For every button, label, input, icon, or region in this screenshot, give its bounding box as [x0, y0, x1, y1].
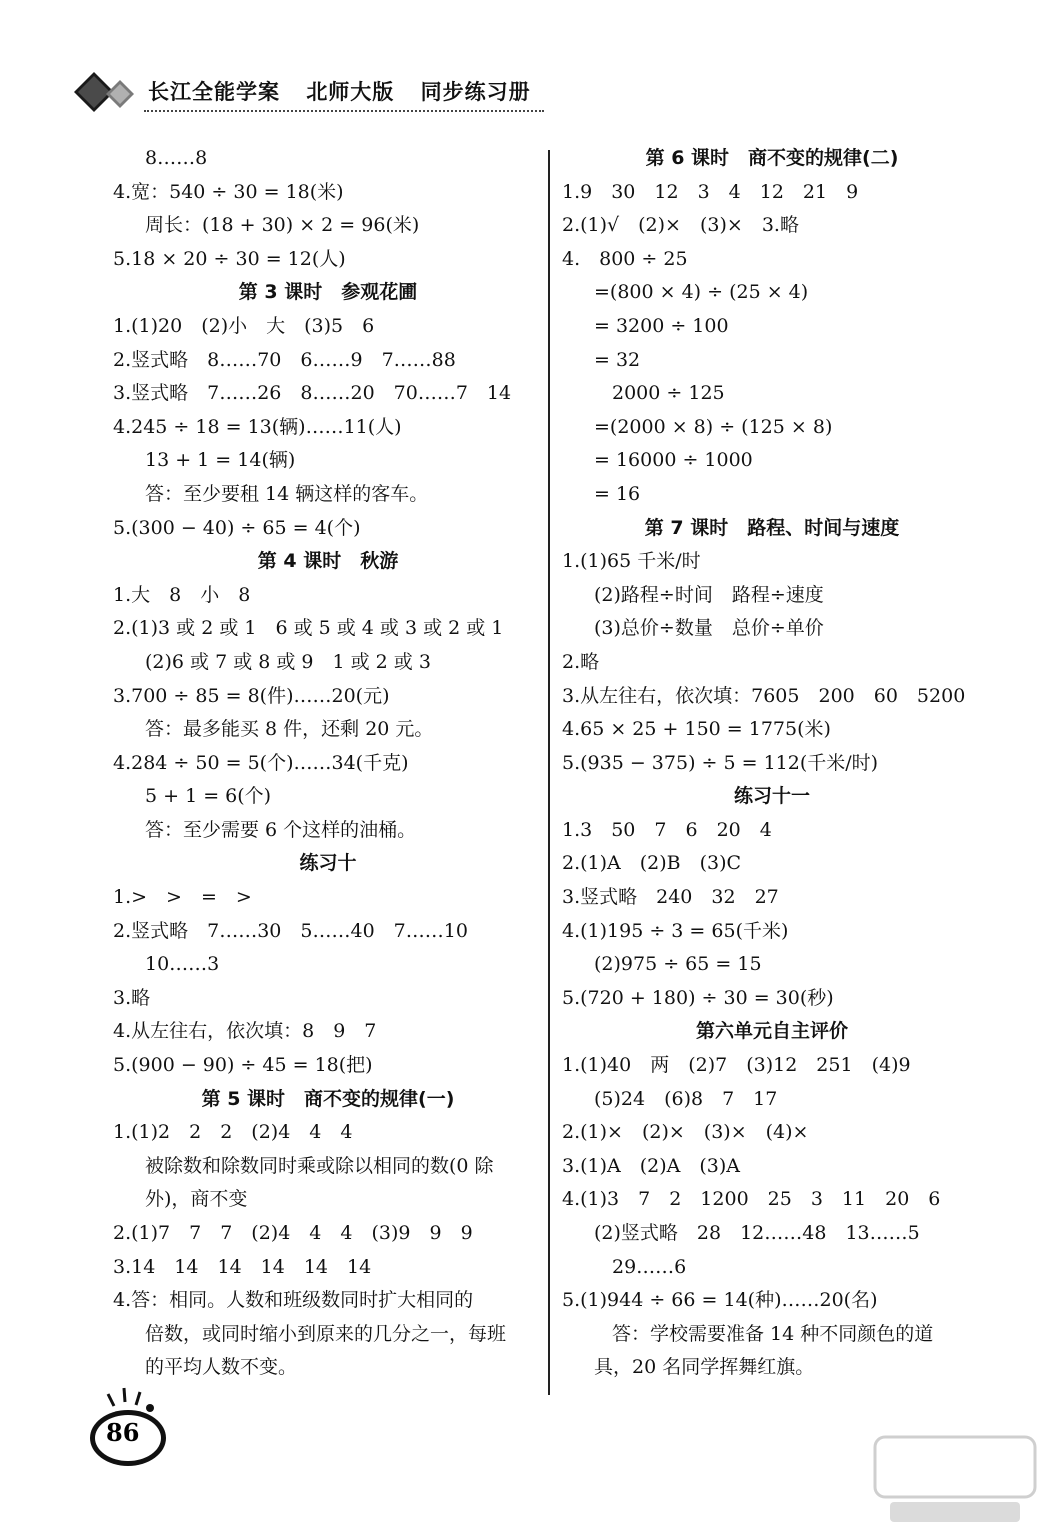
right-answer-line: 29……6: [612, 1255, 687, 1278]
right-answer-line: = 3200 ÷ 100: [594, 314, 729, 337]
left-answer-line: 的平均人数不变。: [145, 1356, 298, 1379]
right-answer-line: =(2000 × 8) ÷ (125 × 8): [594, 415, 833, 438]
page-header: [72, 62, 542, 122]
left-answer-line: 3.竖式略 7……26 8……20 70……7 14: [113, 382, 512, 405]
left-answer-line: 周长：(18 + 30) × 2 = 96(米): [145, 214, 420, 237]
left-answer-line: 答：至少要租 14 辆这样的客车。: [145, 482, 429, 505]
left-answer-line: 5.18 × 20 ÷ 30 = 12(人): [113, 247, 346, 270]
left-answer-line: 答：最多能买 8 件，还剩 20 元。: [145, 718, 434, 741]
left-answer-line: 4.从左往右，依次填：8 9 7: [113, 1020, 377, 1043]
right-answer-line: 具，20 名同学挥舞红旗。: [594, 1356, 815, 1379]
left-section-heading: 第 5 课时 商不变的规律(一): [201, 1087, 455, 1110]
right-section-heading: 第 6 课时 商不变的规律(二): [645, 147, 899, 169]
page-number-badge: [88, 1380, 178, 1470]
left-answer-line: 4.245 ÷ 18 = 13(辆)……11(人): [113, 415, 402, 438]
answer-column-right: [562, 142, 982, 1385]
right-answer-line: 2.(1)× (2)× (3)× (4)×: [562, 1121, 809, 1144]
right-answer-line: 5.(1)944 ÷ 66 = 14(种)……20(名): [562, 1289, 878, 1312]
right-answer-line: =(800 × 4) ÷ (25 × 4): [594, 281, 809, 304]
right-answer-line: 1.(1)40 两 (2)7 (3)12 251 (4)9: [562, 1054, 911, 1077]
right-answer-line: 5.(935 − 375) ÷ 5 = 112(千米/时): [562, 751, 879, 774]
left-answer-line: (2)6 或 7 或 8 或 9 1 或 2 或 3: [145, 650, 431, 673]
left-answer-line: 被除数和除数同时乘或除以相同的数(0 除: [145, 1154, 494, 1177]
right-section-heading: 第 7 课时 路程、时间与速度: [644, 516, 900, 539]
diamond-logo-icon: [72, 70, 142, 114]
answer-column-left: [113, 142, 543, 1385]
header-title: [148, 76, 549, 106]
right-answer-line: (2)路程÷时间 路程÷速度: [594, 583, 824, 606]
left-answer-line: 4.宽：540 ÷ 30 = 18(米): [113, 180, 344, 203]
left-answer-line: 1.> > = >: [113, 886, 252, 909]
left-answer-line: 倍数，或同时缩小到原来的几分之一，每班: [145, 1322, 507, 1345]
right-answer-line: 1.(1)65 千米/时: [562, 550, 701, 573]
header-rule: [144, 110, 544, 112]
book-title: 长江全能学案: [148, 80, 280, 104]
left-answer-line: 5.(300 − 40) ÷ 65 = 4(个): [113, 516, 361, 539]
right-answer-line: = 32: [594, 348, 641, 371]
right-answer-line: 答：学校需要准备 14 种不同颜色的道: [612, 1322, 934, 1345]
right-answer-line: 1.3 50 7 6 20 4: [562, 818, 772, 841]
right-answer-line: 3.竖式略 240 32 27: [562, 886, 779, 909]
left-answer-line: 1.大 8 小 8: [113, 583, 251, 606]
right-answer-line: 1.9 30 12 3 4 12 21 9: [562, 180, 859, 203]
right-answer-line: 3.(1)A (2)A (3)A: [562, 1154, 741, 1177]
left-answer-line: 1.(1)2 2 2 (2)4 4 4: [113, 1121, 353, 1144]
left-answer-line: 外)，商不变: [145, 1188, 248, 1211]
left-answer-line: 8……8: [145, 147, 208, 169]
left-answer-line: 3.略: [113, 986, 151, 1009]
right-answer-line: (2)975 ÷ 65 = 15: [594, 953, 762, 976]
right-answer-line: (5)24 (6)8 7 17: [594, 1087, 778, 1110]
right-answer-line: 5.(720 + 180) ÷ 30 = 30(秒): [562, 986, 834, 1009]
left-answer-line: 2.(1)7 7 7 (2)4 4 4 (3)9 9 9: [113, 1222, 473, 1244]
right-answer-line: = 16000 ÷ 1000: [594, 449, 753, 472]
column-divider: [548, 150, 550, 1395]
left-section-heading: 第 3 课时 参观花圃: [238, 281, 418, 304]
left-answer-line: 1.(1)20 (2)小 大 (3)5 6: [113, 314, 375, 337]
left-answer-line: 2.竖式略 7……30 5……40 7……10: [113, 919, 468, 942]
left-answer-line: 4.284 ÷ 50 = 5(个)……34(千克): [113, 751, 409, 774]
left-answer-line: 3.14 14 14 14 14 14: [113, 1255, 372, 1278]
right-answer-line: = 16: [594, 482, 641, 505]
left-answer-line: 4.答：相同。人数和班级数同时扩大相同的: [113, 1289, 474, 1312]
right-answer-line: 4. 800 ÷ 25: [562, 247, 688, 270]
left-answer-line: 2.竖式略 8……70 6……9 7……88: [113, 348, 456, 371]
right-section-heading: 第六单元自主评价: [695, 1020, 848, 1043]
left-answer-line: 5.(900 − 90) ÷ 45 = 18(把): [113, 1054, 373, 1077]
left-answer-line: 2.(1)3 或 2 或 1 6 或 5 或 4 或 3 或 2 或 1: [113, 617, 504, 640]
right-answer-line: 4.(1)3 7 2 1200 25 3 11 20 6: [562, 1188, 941, 1211]
edition-label: 北师大版: [306, 80, 395, 104]
right-answer-line: 2.(1)√ (2)× (3)× 3.略: [562, 214, 799, 237]
right-answer-line: 4.65 × 25 + 150 = 1775(米): [562, 718, 831, 741]
right-answer-line: 2.略: [562, 650, 600, 673]
left-answer-line: 5 + 1 = 6(个): [145, 785, 272, 808]
left-section-heading: 第 4 课时 秋游: [257, 550, 399, 573]
page-number: 86: [106, 1418, 140, 1447]
right-answer-line: 4.(1)195 ÷ 3 = 65(千米): [562, 919, 789, 942]
left-answer-line: 10……3: [145, 953, 220, 976]
left-answer-line: 答：至少需要 6 个这样的油桶。: [145, 818, 417, 841]
series-label: 同步练习册: [420, 80, 531, 104]
right-section-heading: 练习十一: [733, 785, 810, 808]
right-answer-line: (2)竖式略 28 12……48 13……5: [594, 1222, 920, 1244]
right-answer-line: 2000 ÷ 125: [612, 382, 725, 405]
left-answer-line: 13 + 1 = 14(辆): [145, 449, 296, 472]
left-answer-line: 3.700 ÷ 85 = 8(件)……20(元): [113, 684, 390, 707]
right-answer-line: 3.从左往右，依次填：7605 200 60 5200: [562, 684, 966, 707]
watermark-logo-icon: [870, 1432, 1040, 1527]
right-answer-line: 2.(1)A (2)B (3)C: [562, 852, 742, 875]
left-section-heading: 练习十: [299, 852, 357, 875]
right-answer-line: (3)总价÷数量 总价÷单价: [594, 617, 824, 640]
